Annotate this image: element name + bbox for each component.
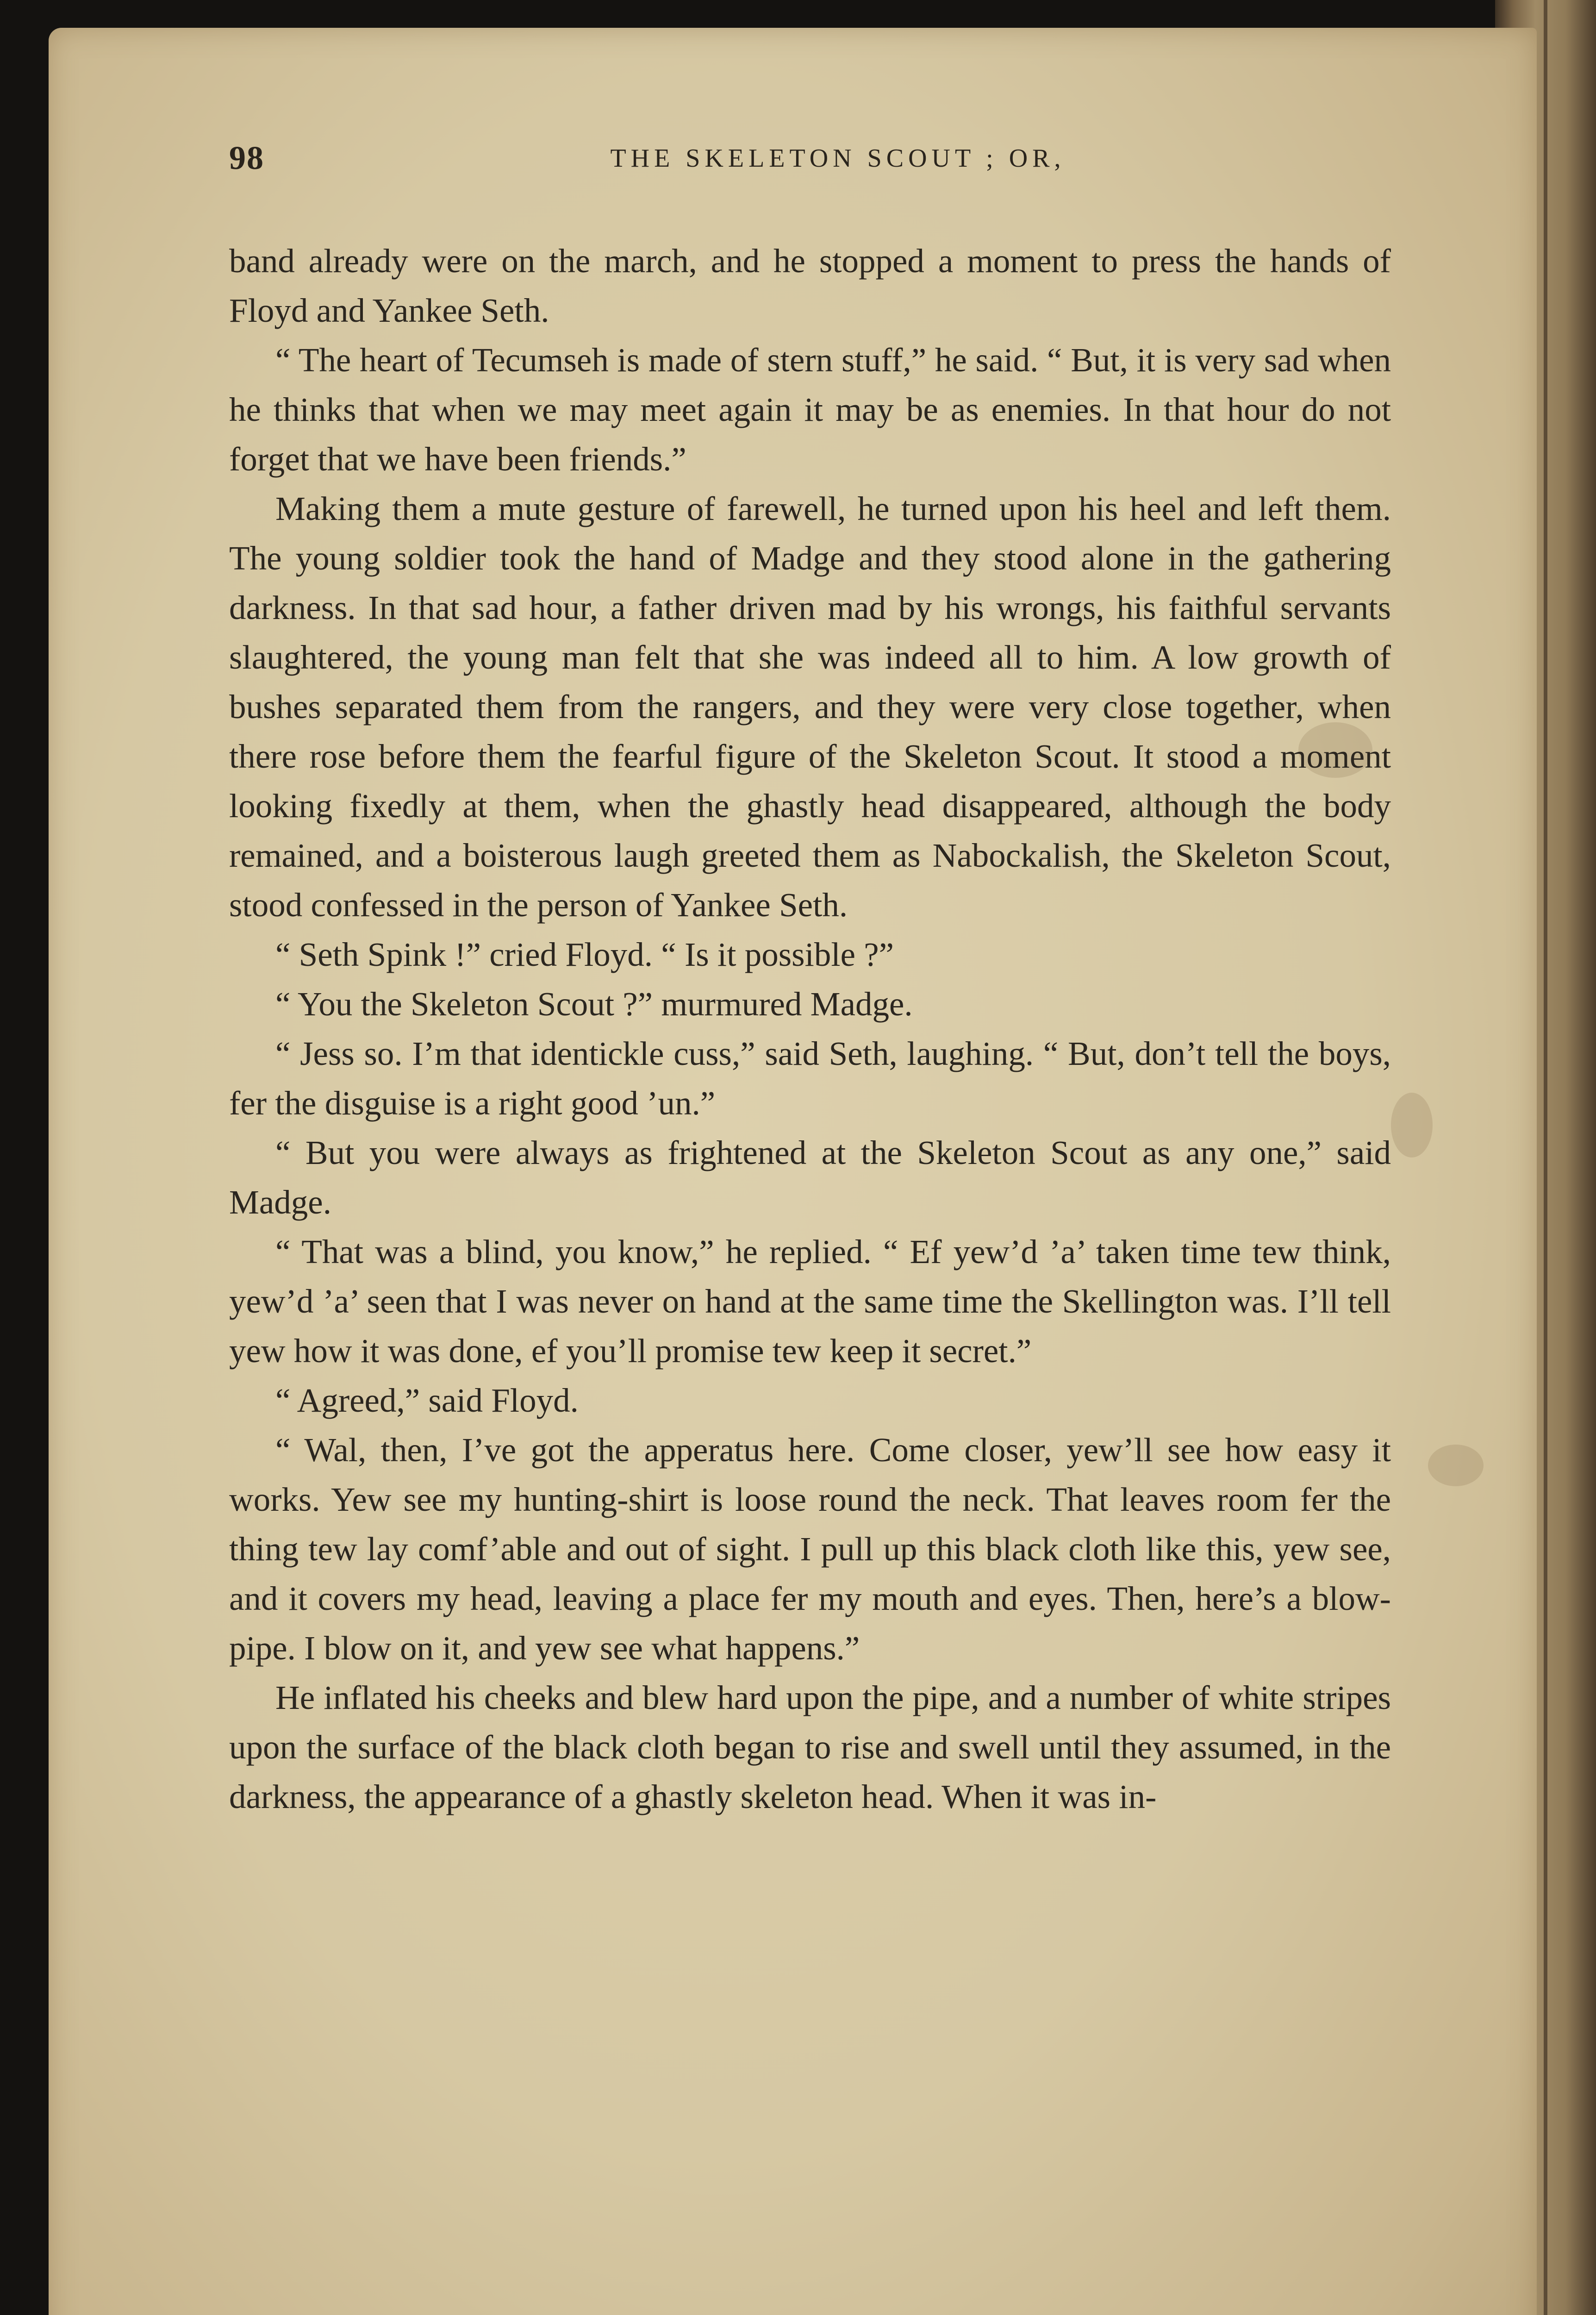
paper-stain [1428,1445,1484,1486]
paragraph: “ Wal, then, I’ve got the apperatus here. Come closer, yew’ll see how easy it works. Yew see my hunting-shirt is loose round the neck. That leaves room fer the thing tew lay comf’able and out of sight. I pull up this black cloth like this, yew see, and it covers my head, leaving a place fer my mouth and eyes. Then, here’s a blow-pipe. I blow on it, and yew see what happens.” [229,1431,1391,1667]
page-number: 98 [229,139,264,176]
paragraph: He inflated his cheeks and blew hard upon the pipe, and a number of white stripes upon the surface of the black cloth began to rise and swell until they assumed, in the darkness, the appearance of a ghastly skeleton head. When it was in- [229,1679,1391,1815]
paragraph: “ But you were always as frightened at the Skeleton Scout as any one,” said Madge. [229,1134,1391,1221]
paragraph: “ Seth Spink !” cried Floyd. “ Is it possible ?” [275,936,894,973]
paragraph: Making them a mute gesture of farewell, he turned upon his heel and left them. The young soldier took the hand of Madge and they stood alone in the gathering darkness. In that sad hour, a father driven mad by his wrongs, his faithful servants slaughtered, the young man felt that she was indeed all to him. A low growth of bushes separated them from the rangers, and they were very close together, when there rose before them the fearful figure of the Skeleton Scout. It stood a moment looking fixedly at them, when the ghastly head disappeared, although the body remained, and a boisterous laugh greeted them as Nabockalish, the Skeleton Scout, stood confessed in the person of Yankee Seth. [229,490,1391,924]
paragraph: “ Jess so. I’m that identickle cuss,” said Seth, laughing. “ But, don’t tell the boys, fer the disguise is a right good ’un.” [229,1035,1391,1122]
page-header [229,139,1396,190]
paper-stain [1391,1093,1433,1158]
paragraph: “ That was a blind, you know,” he replied. “ Ef yew’d ’a’ taken time tew think, yew’d ’a’ seen that I was never on hand at the same time the Skellington was. I’ll tell yew how it was done, ef you’ll promise tew keep it secret.” [229,1233,1391,1370]
paragraph: band already were on the march, and he stopped a moment to press the hands of Floyd and Yankee Seth. [229,242,1391,329]
book-fold-line [1544,0,1547,2315]
running-head: THE SKELETON SCOUT ; OR, [610,144,1066,173]
paragraph: “ Agreed,” said Floyd. [275,1382,579,1419]
body-text [229,236,1391,1821]
paragraph: “ The heart of Tecumseh is made of stern stuff,” he said. “ But, it is very sad when he thinks that when we may meet again it may be as enemies. In that hour do not forget that we have been friends.” [229,341,1391,478]
paragraph: “ You the Skeleton Scout ?” murmured Madge. [275,985,913,1023]
